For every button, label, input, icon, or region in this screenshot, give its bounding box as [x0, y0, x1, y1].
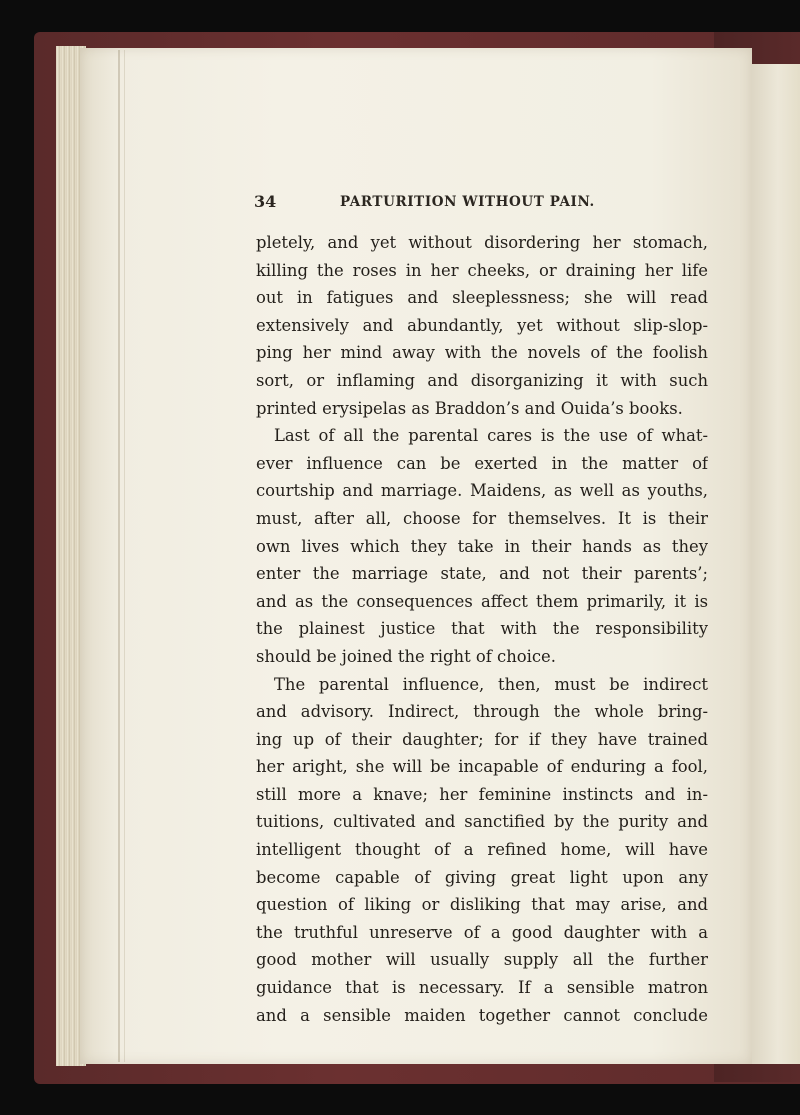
text-line: the truthful unreserve of a good daughter with a: [256, 922, 708, 942]
text-line: and as the consequences affect them primarily, it is: [256, 591, 708, 611]
text-line: extensively and abundantly, yet without slip-slop-: [256, 315, 708, 335]
text-line: The parental influence, then, must be indirect: [274, 674, 708, 694]
text-line: tuitions, cultivated and sanctified by the purity and: [256, 812, 708, 832]
text-line: and advisory. Indirect, through the whole bring-: [256, 702, 708, 722]
text-line: guidance that is necessary. If a sensible matron: [256, 978, 708, 998]
text-line: her aright, she will be incapable of enduring a fool,: [256, 757, 708, 777]
body-text: [256, 229, 708, 1029]
facing-page-edge: [745, 64, 800, 1064]
text-line: should be joined the right of choice.: [256, 646, 556, 666]
page-number: 34: [254, 192, 277, 211]
gutter-shadow: [118, 50, 120, 1062]
text-line: killing the roses in her cheeks, or draining her life: [256, 260, 708, 280]
text-line: ever influence can be exerted in the matter of: [256, 453, 708, 473]
text-line: own lives which they take in their hands as they: [256, 536, 708, 556]
text-line: enter the marriage state, and not their parents’;: [256, 564, 708, 584]
text-line: courtship and marriage. Maidens, as well as youths,: [256, 481, 708, 501]
text-line: question of liking or disliking that may arise, and: [256, 895, 708, 915]
text-line: ping her mind away with the novels of the foolish: [256, 343, 708, 363]
gutter-shadow-secondary: [124, 50, 125, 1062]
running-title: PARTURITION WITHOUT PAIN.: [340, 194, 595, 210]
text-line: sort, or inflaming and disorganizing it with such: [256, 370, 708, 390]
text-line: ing up of their daughter; for if they have trained: [256, 729, 708, 749]
text-line: out in fatigues and sleeplessness; she will read: [256, 288, 708, 308]
text-line: must, after all, choose for themselves. It is their: [256, 508, 708, 528]
text-line: Last of all the parental cares is the use of what-: [274, 426, 708, 446]
text-line: intelligent thought of a refined home, will have: [256, 840, 708, 860]
text-line: printed erysipelas as Braddon’s and Ouida’s books.: [256, 398, 683, 418]
text-line: become capable of giving great light upon any: [256, 867, 708, 887]
text-line: still more a knave; her feminine instincts and in-: [256, 784, 708, 804]
text-line: pletely, and yet without disordering her stomach,: [256, 233, 708, 252]
text-line: good mother will usually supply all the further: [256, 950, 708, 970]
page-header: [254, 190, 710, 214]
text-line: and a sensible maiden together cannot conclude: [256, 1005, 708, 1025]
text-line: the plainest justice that with the responsibility: [256, 619, 708, 639]
